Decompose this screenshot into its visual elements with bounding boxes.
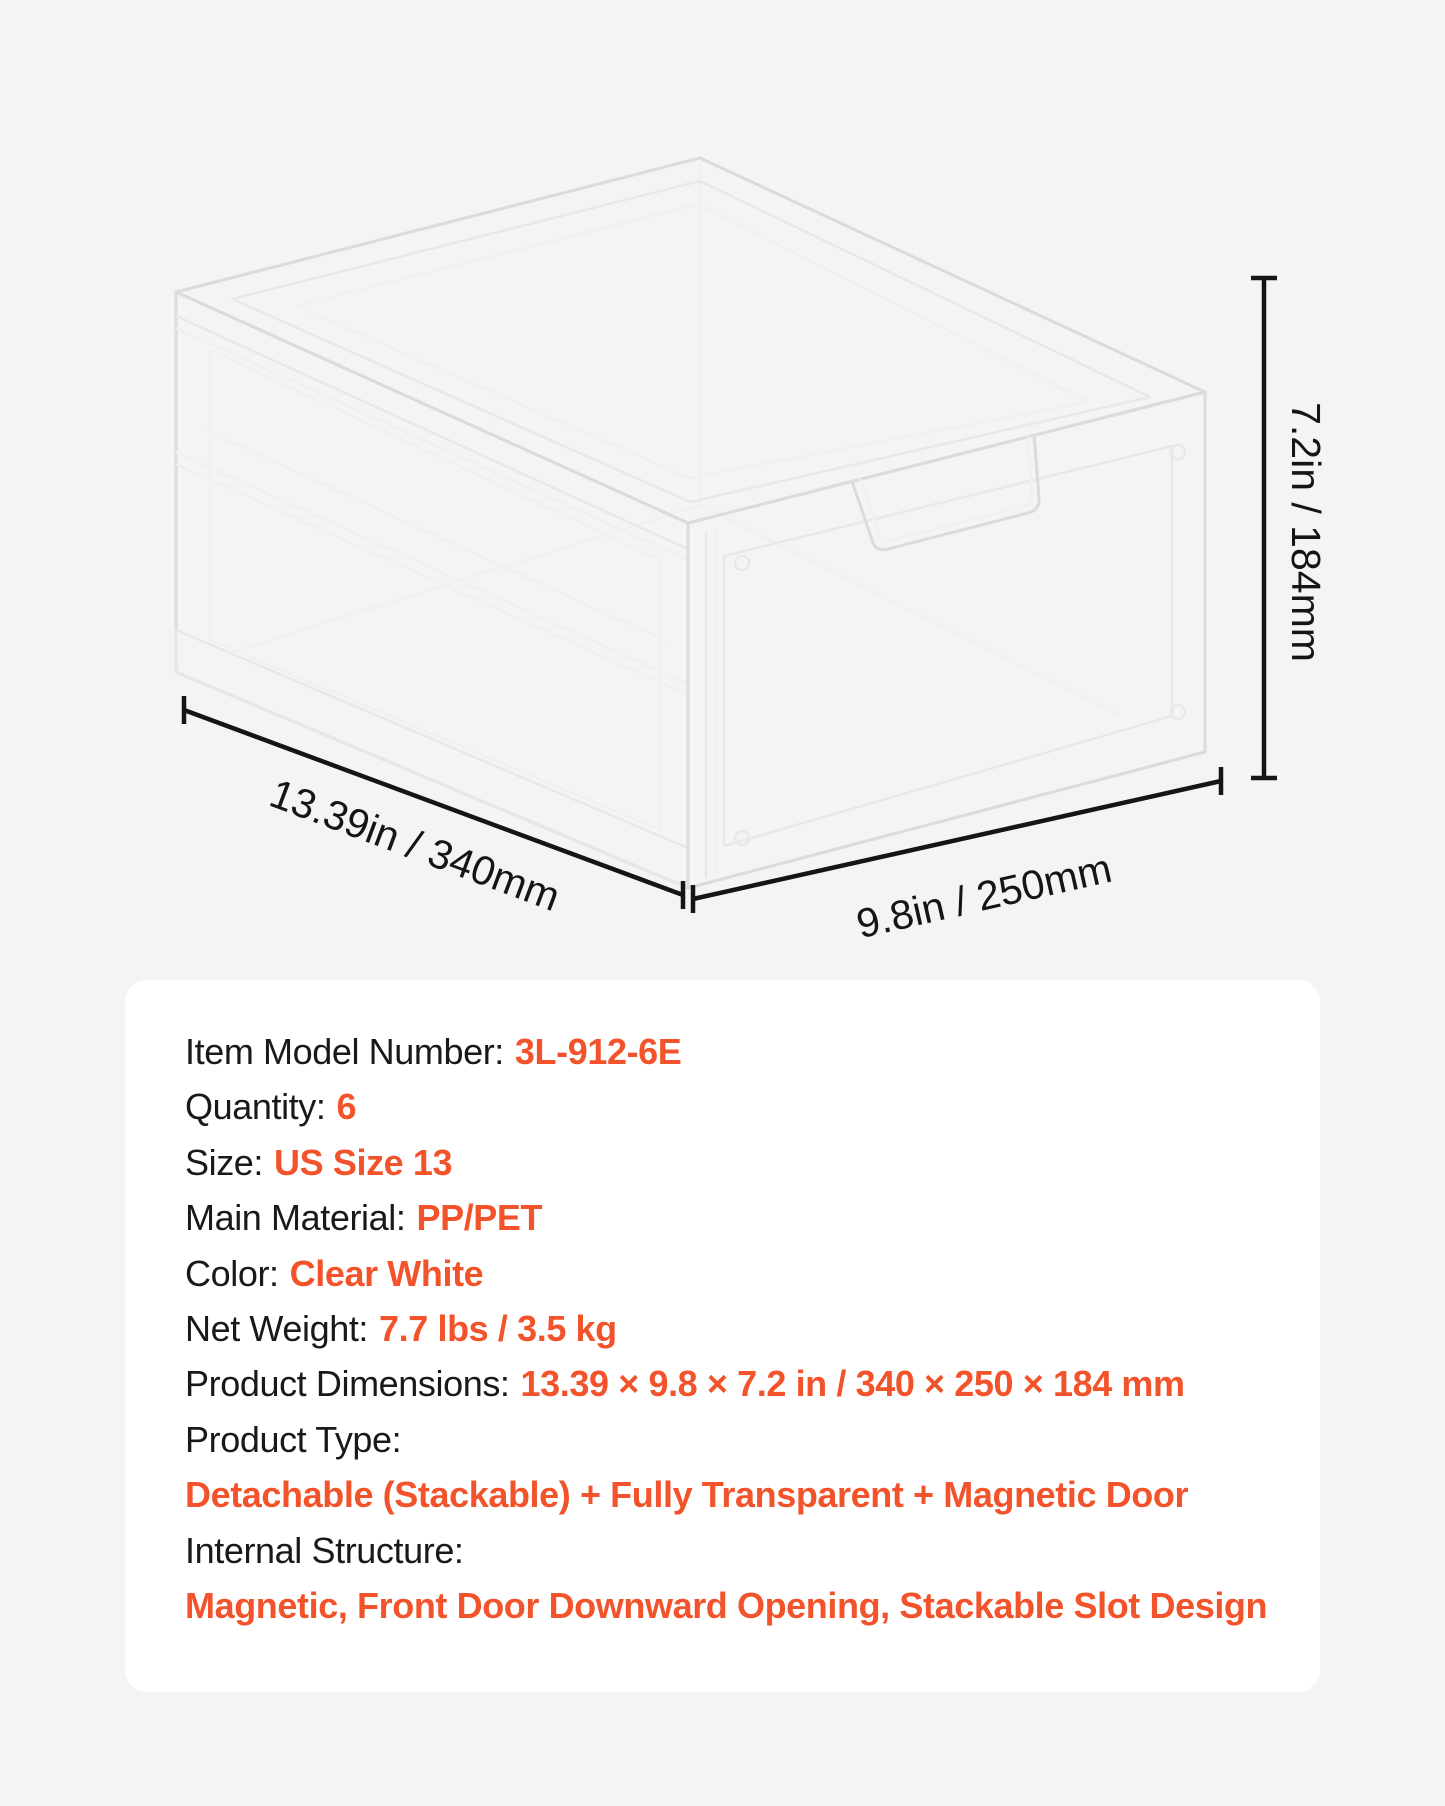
height-dimension <box>1251 278 1329 778</box>
spec-label: Item Model Number: <box>185 1031 504 1072</box>
spec-card <box>125 980 1320 1692</box>
spec-label: Main Material: <box>185 1197 406 1239</box>
spec-value: PP/PET <box>416 1197 543 1239</box>
spec-row-internal-structure-value <box>185 1578 1268 1633</box>
spec-label: Quantity: <box>185 1086 326 1128</box>
box-magnetic-door <box>688 392 1205 888</box>
spec-row-product-dimensions <box>185 1356 1260 1411</box>
spec-row-size <box>185 1135 1260 1190</box>
spec-value: 6 <box>336 1086 357 1128</box>
spec-value: 7.7 lbs / 3.5 kg <box>379 1308 617 1350</box>
spec-row-product-type-value <box>185 1467 1260 1522</box>
spec-label: Product Type: <box>185 1418 402 1460</box>
spec-value: 3L-912-6E <box>514 1031 682 1072</box>
spec-row-color <box>185 1246 1260 1301</box>
spec-row-net-weight <box>185 1301 1260 1356</box>
depth-dimension-label: 9.8in / 250mm <box>852 844 1116 948</box>
box-top-face <box>176 158 1205 523</box>
spec-row-item-model-number <box>185 1024 1260 1079</box>
depth-dimension <box>693 767 1221 947</box>
spec-row-internal-structure <box>185 1523 1260 1578</box>
spec-label: Internal Structure: <box>185 1529 464 1571</box>
spec-row-product-type <box>185 1412 1260 1467</box>
spec-value: Clear White <box>289 1252 484 1294</box>
height-dimension-label: 7.2in / 184mm <box>1283 402 1329 662</box>
spec-label: Size: <box>185 1141 264 1183</box>
door-screws <box>735 445 1185 845</box>
spec-label: Net Weight: <box>185 1308 369 1350</box>
spec-value: Detachable (Stackable) + Fully Transparent + Magnetic Door <box>185 1474 1189 1516</box>
clear-box-illustration <box>176 158 1205 888</box>
spec-value: US Size 13 <box>274 1141 453 1183</box>
spec-row-quantity <box>185 1079 1260 1134</box>
spec-label: Color: <box>185 1252 279 1294</box>
spec-row-main-material <box>185 1190 1260 1245</box>
door-handle-notch <box>852 434 1039 550</box>
spec-value: Magnetic, Front Door Downward Opening, Stackable Slot Design <box>185 1585 1268 1627</box>
spec-value: 13.39 × 9.8 × 7.2 in / 340 × 250 × 184 mm <box>520 1363 1185 1405</box>
spec-label: Product Dimensions: <box>185 1363 510 1405</box>
width-dimension-label: 13.39in / 340mm <box>263 769 567 921</box>
